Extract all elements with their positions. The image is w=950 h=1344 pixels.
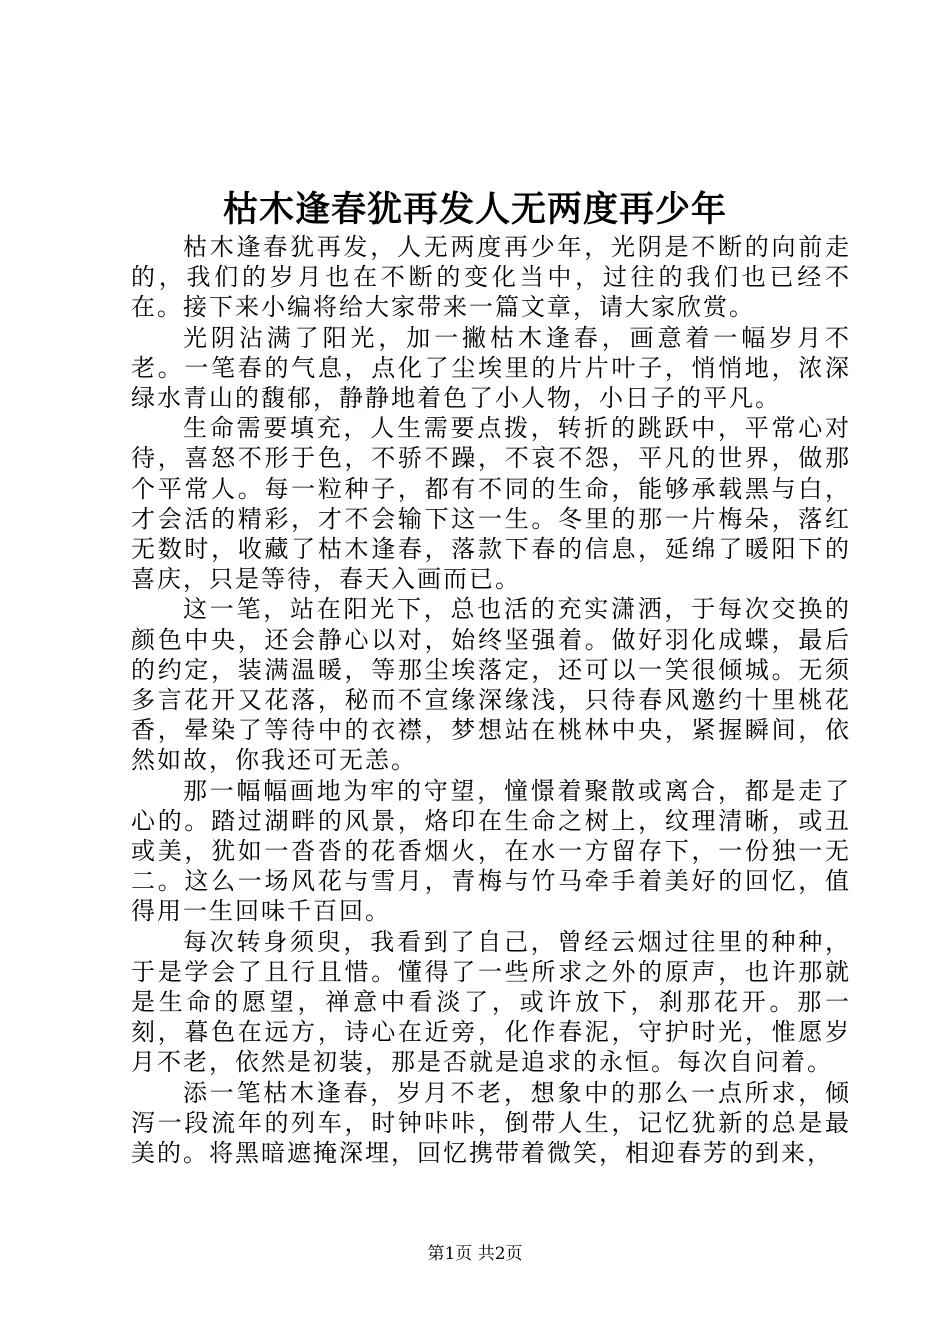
- paragraph-2: 光阴沾满了阳光，加一撇枯木逢春，画意着一幅岁月不老。一笔春的气息，点化了尘埃里的片片叶子，悄悄地，浓深绿水青山的馥郁，静静地着色了小人物，小日子的平凡。: [131, 323, 851, 413]
- paragraph-3: 生命需要填充，人生需要点拨，转折的跳跃中，平常心对待，喜怒不形于色，不骄不躁，不哀不怨，平凡的世界，做那个平常人。每一粒种子，都有不同的生命，能够承载黑与白，才会活的精彩，才不会输下这一生。冬里的那一片梅朵，落红无数时，收藏了枯木逢春，落款下春的信息，延绵了暖阳下的喜庆，只是等待，春天入画而已。: [131, 414, 851, 594]
- paragraph-7: 添一笔枯木逢春，岁月不老，想象中的那么一点所求，倾泻一段流年的列车，时钟咔咔，倒带人生，记忆犹新的总是最美的。将黑暗遮掩深埋，回忆携带着微笑，相迎春芳的到来，: [131, 1078, 851, 1168]
- paragraph-6: 每次转身须臾，我看到了自己，曾经云烟过往里的种种，于是学会了且行且惜。懂得了一些所求之外的原声，也许那就是生命的愿望，禅意中看淡了，或许放下，刹那花开。那一刻，暮色在远方，诗心在近旁，化作春泥，守护时光，惟愿岁月不老，依然是初装，那是否就是追求的永恒。每次自问着。: [131, 927, 851, 1077]
- page-footer: 第1页 共2页: [427, 1244, 523, 1264]
- document-body: [131, 232, 851, 1168]
- document-title: 枯木逢春犹再发人无两度再少年: [222, 189, 727, 230]
- paragraph-5: 那一幅幅画地为牢的守望，憧憬着聚散或离合，都是走了心的。踏过湖畔的风景，烙印在生命之树上，纹理清晰，或丑或美，犹如一沓沓的花香烟火，在水一方留存下，一份独一无二。这么一场风花与雪月，青梅与竹马牵手着美好的回忆，值得用一生回味千百回。: [131, 776, 851, 926]
- paragraph-4: 这一笔，站在阳光下，总也活的充实潇洒，于每次交换的颜色中央，还会静心以对，始终坚强着。做好羽化成蝶，最后的约定，装满温暖，等那尘埃落定，还可以一笑很倾城。无须多言花开又花落，秘而不宣缘深缘浅，只待春风邀约十里桃花香，晕染了等待中的衣襟，梦想站在桃林中央，紧握瞬间，依然如故，你我还可无恙。: [131, 595, 851, 775]
- paragraph-1: 枯木逢春犹再发，人无两度再少年，光阴是不断的向前走的，我们的岁月也在不断的变化当中，过往的我们也已经不在。接下来小编将给大家带来一篇文章，请大家欣赏。: [131, 233, 851, 322]
